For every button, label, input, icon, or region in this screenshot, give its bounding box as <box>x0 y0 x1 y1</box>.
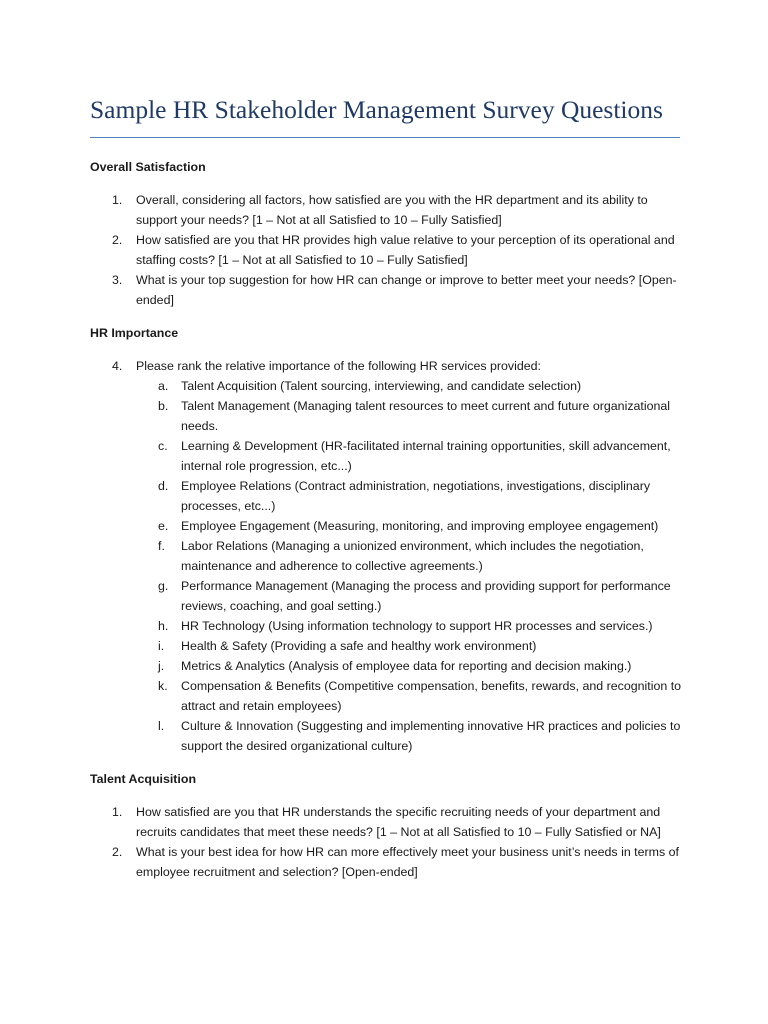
service-letter: c. <box>158 439 168 453</box>
service-item <box>136 576 682 616</box>
section-heading: Talent Acquisition <box>90 772 197 786</box>
question-item <box>90 270 682 310</box>
question-number: 3. <box>112 273 123 287</box>
section-hr-importance <box>90 323 682 756</box>
document-title: Sample HR Stakeholder Management Survey Questions <box>90 95 663 124</box>
question-list <box>90 190 682 310</box>
service-letter: j. <box>158 659 165 673</box>
service-letter: d. <box>158 479 169 493</box>
service-text: Metrics & Analytics (Analysis of employee data for reporting and decision making.) <box>181 659 632 673</box>
service-item <box>136 716 682 756</box>
question-item <box>90 842 682 882</box>
service-letter: i. <box>158 639 165 653</box>
service-text: Talent Acquisition (Talent sourcing, interviewing, and candidate selection) <box>181 379 582 393</box>
section-heading: Overall Satisfaction <box>90 160 206 174</box>
question-number: 1. <box>112 805 123 819</box>
service-item <box>136 536 682 576</box>
question-text: What is your top suggestion for how HR can change or improve to better meet your needs? [Open-ended] <box>136 273 677 307</box>
service-letter: e. <box>158 519 169 533</box>
document-body <box>90 157 682 895</box>
service-text: Culture & Innovation (Suggesting and implementing innovative HR practices and policies to support the desired organizational culture) <box>181 719 681 753</box>
service-text: Performance Management (Managing the process and providing support for performance reviews, coaching, and goal setting.) <box>181 579 671 613</box>
question-number: 2. <box>112 845 123 859</box>
question-item <box>90 356 682 756</box>
service-item <box>136 516 682 536</box>
service-text: Employee Engagement (Measuring, monitoring, and improving employee engagement) <box>181 519 659 533</box>
service-text: HR Technology (Using information technology to support HR processes and services.) <box>181 619 653 633</box>
service-item <box>136 436 682 476</box>
service-text: Learning & Development (HR-facilitated internal training opportunities, skill advancement, internal role progression, etc...) <box>181 439 671 473</box>
question-item <box>90 230 682 270</box>
service-letter: l. <box>158 719 165 733</box>
question-list <box>90 802 682 882</box>
question-text: Please rank the relative importance of the following HR services provided: <box>136 359 541 373</box>
question-list <box>90 356 682 756</box>
question-number: 1. <box>112 193 123 207</box>
service-text: Employee Relations (Contract administration, negotiations, investigations, disciplinary processes, etc...) <box>181 479 651 513</box>
service-text: Labor Relations (Managing a unionized environment, which includes the negotiation, maintenance and adherence to collective agreements.) <box>181 539 644 573</box>
service-item <box>136 656 682 676</box>
title-divider <box>90 137 680 138</box>
question-text: What is your best idea for how HR can more effectively meet your business unit’s needs in terms of employee recruitment and selection? [Open-ended] <box>136 845 679 879</box>
service-item <box>136 376 682 396</box>
service-item <box>136 616 682 636</box>
service-list <box>136 376 682 756</box>
service-text: Health & Safety (Providing a safe and healthy work environment) <box>181 639 537 653</box>
service-letter: f. <box>158 539 165 553</box>
question-item <box>90 802 682 842</box>
question-text: How satisfied are you that HR understands the specific recruiting needs of your department and recruits candidates that meet these needs? [1 – Not at all Satisfied to 10 – Fully Satisfied or NA] <box>136 805 661 839</box>
section-overall-satisfaction <box>90 157 682 310</box>
question-number: 2. <box>112 233 123 247</box>
question-item <box>90 190 682 230</box>
service-letter: h. <box>158 619 169 633</box>
service-item <box>136 396 682 436</box>
service-text: Talent Management (Managing talent resources to meet current and future organizational needs. <box>181 399 671 433</box>
section-talent-acquisition <box>90 769 682 882</box>
service-letter: b. <box>158 399 169 413</box>
question-text: Overall, considering all factors, how satisfied are you with the HR department and its ability to support your needs? [1 – Not at all Satisfied to 10 – Fully Satisfied] <box>136 193 648 227</box>
question-text: How satisfied are you that HR provides high value relative to your perception of its operational and staffing costs? [1 – Not at all Satisfied to 10 – Fully Satisfied] <box>136 233 675 267</box>
service-item <box>136 676 682 716</box>
service-letter: g. <box>158 579 169 593</box>
service-letter: a. <box>158 379 169 393</box>
question-number: 4. <box>112 359 123 373</box>
section-heading: HR Importance <box>90 326 179 340</box>
service-text: Compensation & Benefits (Competitive compensation, benefits, rewards, and recognition to attract and retain employees) <box>181 679 682 713</box>
service-item <box>136 636 682 656</box>
service-item <box>136 476 682 516</box>
service-letter: k. <box>158 679 168 693</box>
